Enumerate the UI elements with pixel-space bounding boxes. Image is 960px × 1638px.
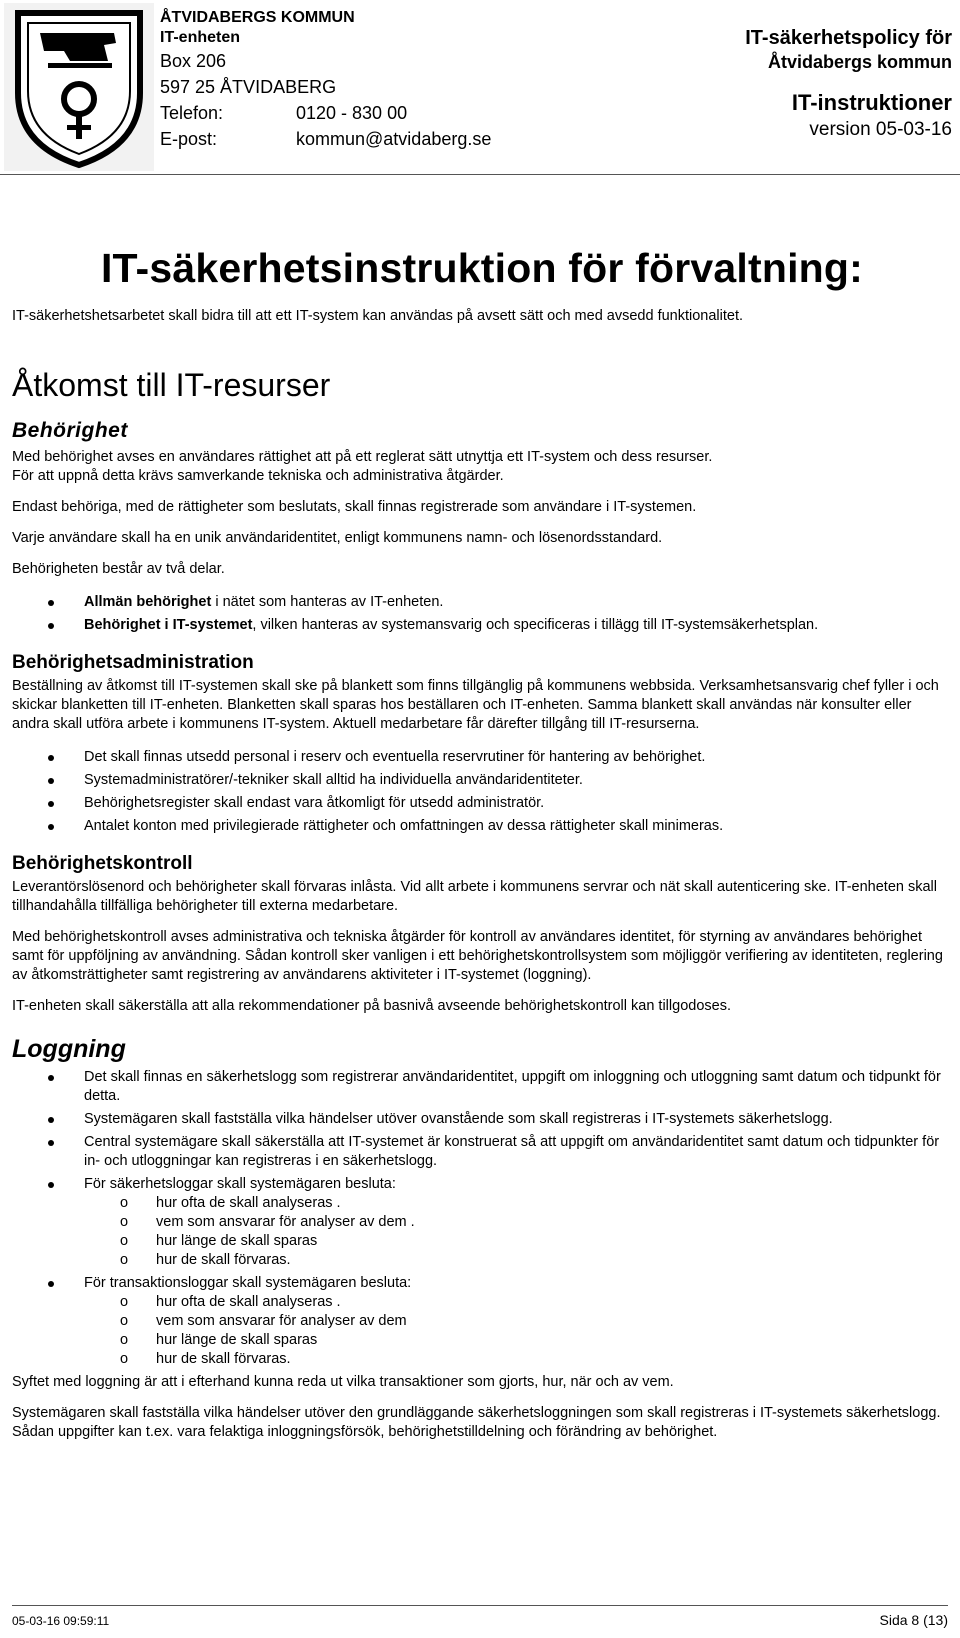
list-item: Systemadministratörer/-tekniker skall alltid ha individuella användaridentiteter. <box>12 771 952 790</box>
sublist-item: o hur de skall förvaras. <box>84 1350 952 1369</box>
sublist-item: o vem som ansvarar för analyser av dem . <box>84 1213 952 1232</box>
kontroll-p2: Med behörighetskontroll avses administrativa och tekniska åtgärder för kontroll av användares identitet, för styrning av användares behörighet samt för uppföljning av användning. Sådan kontroll sker vanligen i ett behörighetskontrollsystem som möjliggör verifiering av identiteten, reglering av åtkomsträttigheter samt registrering av användarens aktiviteter i IT-systemet (loggning). <box>12 929 943 983</box>
document-body <box>12 245 952 1442</box>
list-item <box>12 1175 952 1270</box>
list-item-text: För säkerhetsloggar skall systemägaren besluta: <box>84 1176 396 1192</box>
list-item: Systemägaren skall fastställa vilka händelser utöver ovanstående som skall registreras i IT-systemets säkerhetslogg. <box>12 1110 952 1129</box>
list-item-text: För transaktionsloggar skall systemägaren besluta: <box>84 1275 412 1291</box>
policy-title-line1: IT-säkerhetspolicy för <box>745 27 952 49</box>
behorighet-heading: Behörighet <box>12 419 128 442</box>
email-label: E-post: <box>160 129 218 149</box>
behorighet-p1: Med behörighet avses en användares rättighet att på ett reglerat sätt utnyttja ett IT-system och dess resurser. <box>12 449 713 465</box>
org-name: ÅTVIDABERGS KOMMUN <box>160 9 355 26</box>
kontroll-p1: Leverantörslösenord och behörigheter skall förvaras inlåsta. Vid allt arbete i kommunens servrar och nät skall autenticering ske. IT-enheten skall tillhandahålla tillfälliga behörigheter till externa medarbetare. <box>12 879 937 914</box>
list-item-text: i nätet som hanteras av IT-enheten. <box>211 594 444 610</box>
kontroll-heading: Behörighetskontroll <box>12 853 193 874</box>
page-header <box>0 0 960 175</box>
admin-heading: Behörighetsadministration <box>12 652 254 673</box>
admin-p1: Beställning av åtkomst till IT-systemen skall ske på blankett som finns tillgänglig på kommunens webbsida. Verksamhetsansvarig chef fyller i och skickar blanketten till IT-enheten. Blanketten skall sparas hos beställaren och IT-enheten. Samma blankett skall användas när konsulter eller andra skall utföra arbete i kommunens IT-system. Aktuell medarbetare får därefter tillgång till IT-resurserna. <box>12 678 939 732</box>
behorighet-list <box>12 593 952 635</box>
email-row <box>160 126 491 152</box>
document-header-right <box>745 26 952 142</box>
municipality-coat-of-arms-logo <box>4 3 154 171</box>
loggning-list <box>12 1068 952 1369</box>
bold-term: Behörighet i IT-systemet <box>84 617 253 633</box>
instructions-title: IT-instruktioner <box>791 90 952 115</box>
list-item-text: , vilken hanteras av systemansvarig och specificeras i tillägg till IT-systemsäkerhetsplan. <box>252 617 819 633</box>
list-item <box>12 593 952 612</box>
sublist <box>84 1293 952 1369</box>
org-postal: 597 25 ÅTVIDABERG <box>160 77 337 97</box>
policy-title-line2: Åtvidabergs kommun <box>767 52 952 72</box>
bold-term: Allmän behörighet <box>84 594 212 610</box>
admin-list <box>12 748 952 836</box>
organization-address <box>160 8 491 152</box>
sublist-item: o hur ofta de skall analyseras . <box>84 1293 952 1312</box>
list-item: Det skall finnas utsedd personal i reserv och eventuella reservrutiner för hantering av behörighet. <box>12 748 952 767</box>
list-item: Det skall finnas en säkerhetslogg som registrerar användaridentitet, uppgift om inloggning och utloggning samt datum och tidpunkt för detta. <box>12 1068 952 1106</box>
footer-timestamp: 05-03-16 09:59:11 <box>12 1614 110 1628</box>
sublist <box>84 1194 952 1270</box>
behorighet-p4: Varje användare skall ha en unik användaridentitet, enligt kommunens namn- och lösenordsstandard. <box>12 530 663 546</box>
behorighet-p5: Behörigheten består av två delar. <box>12 561 225 577</box>
kontroll-p3: IT-enheten skall säkerställa att alla rekommendationer på basnivå avseende behörighetskontroll kan tillgodoses. <box>12 998 731 1014</box>
loggning-heading: Loggning <box>12 1035 126 1063</box>
sublist-item: o vem som ansvarar för analyser av dem <box>84 1312 952 1331</box>
footer-divider <box>12 1605 948 1606</box>
loggning-p2: Systemägaren skall fastställa vilka händelser utöver den grundläggande säkerhetsloggningen som skall registreras i IT-systemets säkerhetslogg. Sådan uppgifter kan t.ex. vara felaktiga inloggningsförsök, behörighetstilldelning och förändring av behörighet. <box>12 1405 941 1440</box>
email-value: kommun@atvidaberg.se <box>296 129 492 149</box>
org-box: Box 206 <box>160 51 227 71</box>
phone-value: 0120 - 830 00 <box>296 103 408 123</box>
loggning-p1: Syftet med loggning är att i efterhand kunna reda ut vilka transaktioner som gjorts, hur, när och av vem. <box>12 1374 674 1390</box>
behorighet-p2: För att uppnå detta krävs samverkande tekniska och administrativa åtgärder. <box>12 468 504 484</box>
sublist-item: o hur de skall förvaras. <box>84 1251 952 1270</box>
behorighet-p3: Endast behöriga, med de rättigheter som beslutats, skall finnas registrerade som användare i IT-systemen. <box>12 499 697 515</box>
document-title: IT-säkerhetsinstruktion för förvaltning: <box>100 245 864 291</box>
list-item <box>12 1274 952 1369</box>
section-heading: Åtkomst till IT-resurser <box>12 367 331 403</box>
list-item: Antalet konton med privilegierade rättigheter och omfattningen av dessa rättigheter skall minimeras. <box>12 817 952 836</box>
phone-label: Telefon: <box>160 103 224 123</box>
sublist-item: o hur ofta de skall analyseras . <box>84 1194 952 1213</box>
page-number: Sida 8 (13) <box>879 1612 948 1628</box>
intro-paragraph: IT-säkerhetshetsarbetet skall bidra till att ett IT-system kan användas på avsett sätt och med avsedd funktionalitet. <box>12 308 744 324</box>
sublist-item: o hur länge de skall sparas <box>84 1232 952 1251</box>
version-label: version 05-03-16 <box>809 119 952 140</box>
sublist-item: o hur länge de skall sparas <box>84 1331 952 1350</box>
list-item: Central systemägare skall säkerställa att IT-systemet är konstruerat så att uppgift om användaridentitet samt datum och tidpunkter för in- och utloggningar kan registreras i en säkerhetslogg. <box>12 1133 952 1171</box>
list-item <box>12 616 952 635</box>
header-divider <box>0 174 960 175</box>
phone-row <box>160 100 491 126</box>
list-item: Behörighetsregister skall endast vara åtkomligt för utsedd administratör. <box>12 794 952 813</box>
org-unit: IT-enheten <box>160 29 241 46</box>
